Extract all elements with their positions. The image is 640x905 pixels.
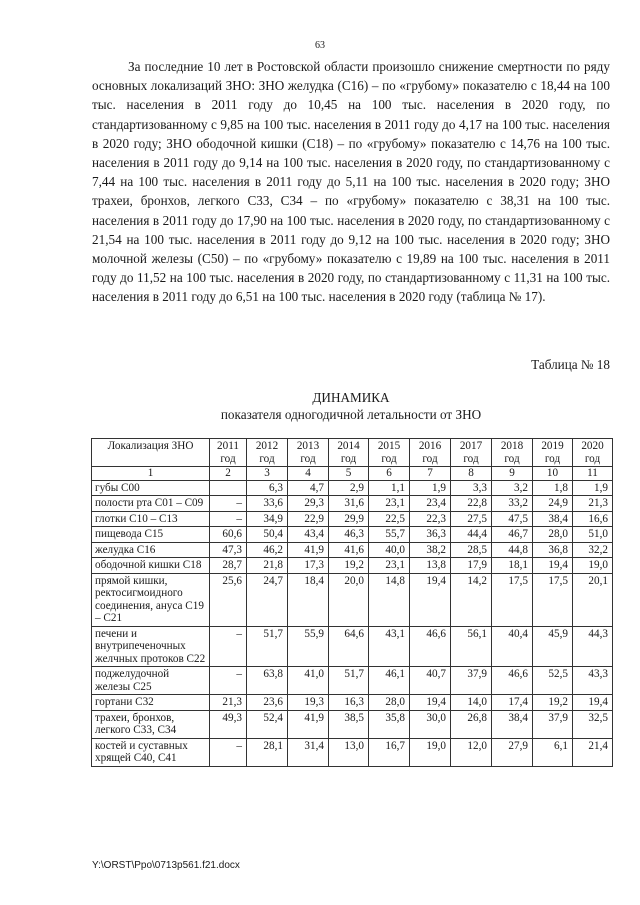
row-value: 19,0 bbox=[573, 558, 613, 574]
row-value: 28,0 bbox=[533, 527, 573, 543]
row-localization: трахеи, бронхов, легкого С33, С34 bbox=[92, 710, 210, 738]
row-value: 41,9 bbox=[288, 542, 329, 558]
row-value: 38,5 bbox=[329, 710, 369, 738]
row-value: 19,3 bbox=[288, 695, 329, 711]
row-value: 23,1 bbox=[369, 496, 410, 512]
row-value: 41,6 bbox=[329, 542, 369, 558]
table-row bbox=[92, 496, 613, 512]
row-value: 19,4 bbox=[410, 695, 451, 711]
header-year: 2012 год bbox=[247, 439, 288, 467]
row-value: 3,2 bbox=[492, 480, 533, 496]
row-value: 38,4 bbox=[492, 710, 533, 738]
row-value: – bbox=[210, 667, 247, 695]
row-value: 21,3 bbox=[573, 496, 613, 512]
row-value: 17,5 bbox=[492, 573, 533, 626]
row-value: 41,0 bbox=[288, 667, 329, 695]
row-value: 52,5 bbox=[533, 667, 573, 695]
row-value: 46,6 bbox=[492, 667, 533, 695]
row-localization: пищевода С15 bbox=[92, 527, 210, 543]
row-localization: печени и внутрипеченочных желчных протоков С22 bbox=[92, 626, 210, 667]
table-row bbox=[92, 710, 613, 738]
row-value: 18,4 bbox=[288, 573, 329, 626]
column-index: 6 bbox=[369, 467, 410, 481]
row-value: 24,7 bbox=[247, 573, 288, 626]
row-value: 20,0 bbox=[329, 573, 369, 626]
row-value: 36,3 bbox=[410, 527, 451, 543]
table-row bbox=[92, 542, 613, 558]
row-value: 51,7 bbox=[247, 626, 288, 667]
row-value: 41,9 bbox=[288, 710, 329, 738]
header-year: 2016 год bbox=[410, 439, 451, 467]
row-value: 28,7 bbox=[210, 558, 247, 574]
row-value: 28,1 bbox=[247, 738, 288, 766]
row-value: 46,1 bbox=[369, 667, 410, 695]
row-value: 43,4 bbox=[288, 527, 329, 543]
row-value: 22,3 bbox=[410, 511, 451, 527]
row-value: 18,1 bbox=[492, 558, 533, 574]
row-value: 19,2 bbox=[533, 695, 573, 711]
column-index: 2 bbox=[210, 467, 247, 481]
row-value: 17,5 bbox=[533, 573, 573, 626]
row-value: 60,6 bbox=[210, 527, 247, 543]
row-value: 23,4 bbox=[410, 496, 451, 512]
header-year: 2020 год bbox=[573, 439, 613, 467]
row-value: 46,2 bbox=[247, 542, 288, 558]
row-value: 33,2 bbox=[492, 496, 533, 512]
row-value: 46,3 bbox=[329, 527, 369, 543]
footer-file-path: Y:\ORST\Ppo\0713p561.f21.docx bbox=[92, 860, 240, 871]
row-value: 35,8 bbox=[369, 710, 410, 738]
row-value: 19,4 bbox=[573, 695, 613, 711]
row-value: 36,8 bbox=[533, 542, 573, 558]
row-value: 49,3 bbox=[210, 710, 247, 738]
paragraph-text: За последние 10 лет в Ростовской области произошло снижение смертности по ряду основных локализаций ЗНО: ЗНО желудка (С16) – по «грубому» показателю с 18,44 на 100 тыс. населения в 2011 году до 10,45 на 100 тыс. населения в 2020 году, по стандартизованному с 9,85 на 100 тыс. населения в 2011 году до 4,17 на 100 тыс. населения в 2020 году; ЗНО ободочной кишки (С18) – по «грубому» показателю с 14,76 на 100 тыс. населения в 2011 году до 9,14 на 100 тыс. населения в 2020 году, по стандартизованному с 7,44 на 100 тыс. населения в 2011 году до 5,11 на 100 тыс. населения в 2020 году; ЗНО трахеи, бронхов, легкого С33, С34 – по «грубому» показателю с 38,31 на 100 тыс. населения в 2011 году до 17,90 на 100 тыс. населения в 2020 году, по стандартизованному с 21,54 на 100 тыс. населения в 2011 году до 9,12 на 100 тыс. населения в 2020 году; ЗНО молочной железы (С50) – по «грубому» показателю с 19,89 на 100 тыс. населения в 2011 году до 11,52 на 100 тыс. населения в 2020 году, по стандартизованному с 11,31 на 100 тыс. населения в 2011 году до 6,51 на 100 тыс. населения в 2020 году (таблица № 17). bbox=[92, 59, 610, 305]
row-value: 19,0 bbox=[410, 738, 451, 766]
row-localization: гортани С32 bbox=[92, 695, 210, 711]
table-row bbox=[92, 738, 613, 766]
body-paragraph bbox=[92, 57, 610, 307]
header-year: 2013 год bbox=[288, 439, 329, 467]
row-value: 14,0 bbox=[451, 695, 492, 711]
row-value: 55,9 bbox=[288, 626, 329, 667]
row-value: 46,6 bbox=[410, 626, 451, 667]
row-value: 19,4 bbox=[533, 558, 573, 574]
row-localization: губы С00 bbox=[92, 480, 210, 496]
row-value: 21,3 bbox=[210, 695, 247, 711]
table-row bbox=[92, 480, 613, 496]
row-value: 37,9 bbox=[533, 710, 573, 738]
row-value: 22,5 bbox=[369, 511, 410, 527]
header-year: 2018 год bbox=[492, 439, 533, 467]
table-index-row bbox=[92, 467, 613, 481]
row-value: 22,9 bbox=[288, 511, 329, 527]
row-value: 31,6 bbox=[329, 496, 369, 512]
row-value: 14,2 bbox=[451, 573, 492, 626]
row-value: 20,1 bbox=[573, 573, 613, 626]
row-value: 21,8 bbox=[247, 558, 288, 574]
row-value: 45,9 bbox=[533, 626, 573, 667]
table-row bbox=[92, 527, 613, 543]
row-localization: ободочной кишки С18 bbox=[92, 558, 210, 574]
row-value: 24,9 bbox=[533, 496, 573, 512]
row-value: 22,8 bbox=[451, 496, 492, 512]
row-value: 19,2 bbox=[329, 558, 369, 574]
table-subtitle: показателя одногодичной летальности от ЗНО bbox=[220, 407, 482, 422]
row-localization: глотки С10 – С13 bbox=[92, 511, 210, 527]
row-value: 6,1 bbox=[533, 738, 573, 766]
row-value: 52,4 bbox=[247, 710, 288, 738]
row-value: 16,7 bbox=[369, 738, 410, 766]
row-value: 28,0 bbox=[369, 695, 410, 711]
row-value: 13,0 bbox=[329, 738, 369, 766]
row-localization: прямой кишки, ректосигмоидного соединения, ануса С19 – С21 bbox=[92, 573, 210, 626]
page-number: 63 bbox=[315, 40, 325, 51]
row-value: 56,1 bbox=[451, 626, 492, 667]
column-index: 11 bbox=[573, 467, 613, 481]
row-value: – bbox=[210, 626, 247, 667]
row-value: – bbox=[210, 511, 247, 527]
row-value: 2,9 bbox=[329, 480, 369, 496]
row-value bbox=[210, 480, 247, 496]
row-value: 13,8 bbox=[410, 558, 451, 574]
row-value: 43,1 bbox=[369, 626, 410, 667]
header-year: 2017 год bbox=[451, 439, 492, 467]
row-value: 51,0 bbox=[573, 527, 613, 543]
header-localization: Локализация ЗНО bbox=[92, 439, 210, 467]
table-header-row bbox=[92, 439, 613, 467]
row-value: 63,8 bbox=[247, 667, 288, 695]
row-value: 40,7 bbox=[410, 667, 451, 695]
column-index: 10 bbox=[533, 467, 573, 481]
row-value: 34,9 bbox=[247, 511, 288, 527]
row-value: 31,4 bbox=[288, 738, 329, 766]
header-year: 2015 год bbox=[369, 439, 410, 467]
row-value: 6,3 bbox=[247, 480, 288, 496]
column-index: 3 bbox=[247, 467, 288, 481]
column-index: 9 bbox=[492, 467, 533, 481]
table-title: ДИНАМИКА bbox=[312, 390, 390, 405]
row-value: 33,6 bbox=[247, 496, 288, 512]
row-value: 26,8 bbox=[451, 710, 492, 738]
row-value: 12,0 bbox=[451, 738, 492, 766]
row-value: 17,9 bbox=[451, 558, 492, 574]
row-value: 28,5 bbox=[451, 542, 492, 558]
row-value: 25,6 bbox=[210, 573, 247, 626]
row-value: 32,2 bbox=[573, 542, 613, 558]
header-year: 2011 год bbox=[210, 439, 247, 467]
row-value: 38,4 bbox=[533, 511, 573, 527]
row-value: 40,0 bbox=[369, 542, 410, 558]
row-localization: костей и суставных хрящей С40, С41 bbox=[92, 738, 210, 766]
row-value: 14,8 bbox=[369, 573, 410, 626]
row-value: 40,4 bbox=[492, 626, 533, 667]
row-value: 4,7 bbox=[288, 480, 329, 496]
row-value: 16,6 bbox=[573, 511, 613, 527]
row-value: 44,3 bbox=[573, 626, 613, 667]
row-value: 27,9 bbox=[492, 738, 533, 766]
row-value: 44,4 bbox=[451, 527, 492, 543]
row-value: 23,6 bbox=[247, 695, 288, 711]
row-value: 29,9 bbox=[329, 511, 369, 527]
row-value: 44,8 bbox=[492, 542, 533, 558]
row-localization: желудка С16 bbox=[92, 542, 210, 558]
row-localization: полости рта С01 – С09 bbox=[92, 496, 210, 512]
row-value: 43,3 bbox=[573, 667, 613, 695]
table-row bbox=[92, 511, 613, 527]
row-value: 1,1 bbox=[369, 480, 410, 496]
column-index: 5 bbox=[329, 467, 369, 481]
row-value: 32,5 bbox=[573, 710, 613, 738]
table-row bbox=[92, 695, 613, 711]
row-value: 30,0 bbox=[410, 710, 451, 738]
row-value: 37,9 bbox=[451, 667, 492, 695]
row-value: – bbox=[210, 738, 247, 766]
row-value: 29,3 bbox=[288, 496, 329, 512]
row-value: 55,7 bbox=[369, 527, 410, 543]
row-value: 17,3 bbox=[288, 558, 329, 574]
mortality-table bbox=[91, 438, 613, 767]
header-year: 2019 год bbox=[533, 439, 573, 467]
row-value: 27,5 bbox=[451, 511, 492, 527]
row-value: 23,1 bbox=[369, 558, 410, 574]
row-value: 46,7 bbox=[492, 527, 533, 543]
row-value: 21,4 bbox=[573, 738, 613, 766]
row-value: 1,9 bbox=[573, 480, 613, 496]
row-value: 3,3 bbox=[451, 480, 492, 496]
table-caption: Таблица № 18 bbox=[531, 357, 610, 372]
row-value: 17,4 bbox=[492, 695, 533, 711]
table-row bbox=[92, 667, 613, 695]
row-value: 50,4 bbox=[247, 527, 288, 543]
column-index: 7 bbox=[410, 467, 451, 481]
row-value: 47,5 bbox=[492, 511, 533, 527]
column-index: 8 bbox=[451, 467, 492, 481]
row-localization: поджелудочной железы С25 bbox=[92, 667, 210, 695]
table-row bbox=[92, 558, 613, 574]
row-value: 1,8 bbox=[533, 480, 573, 496]
row-value: 47,3 bbox=[210, 542, 247, 558]
row-value: – bbox=[210, 496, 247, 512]
column-index: 4 bbox=[288, 467, 329, 481]
row-value: 51,7 bbox=[329, 667, 369, 695]
row-value: 16,3 bbox=[329, 695, 369, 711]
row-value: 19,4 bbox=[410, 573, 451, 626]
row-value: 64,6 bbox=[329, 626, 369, 667]
header-year: 2014 год bbox=[329, 439, 369, 467]
column-index: 1 bbox=[92, 467, 210, 481]
row-value: 38,2 bbox=[410, 542, 451, 558]
table-row bbox=[92, 573, 613, 626]
row-value: 1,9 bbox=[410, 480, 451, 496]
table-row bbox=[92, 626, 613, 667]
